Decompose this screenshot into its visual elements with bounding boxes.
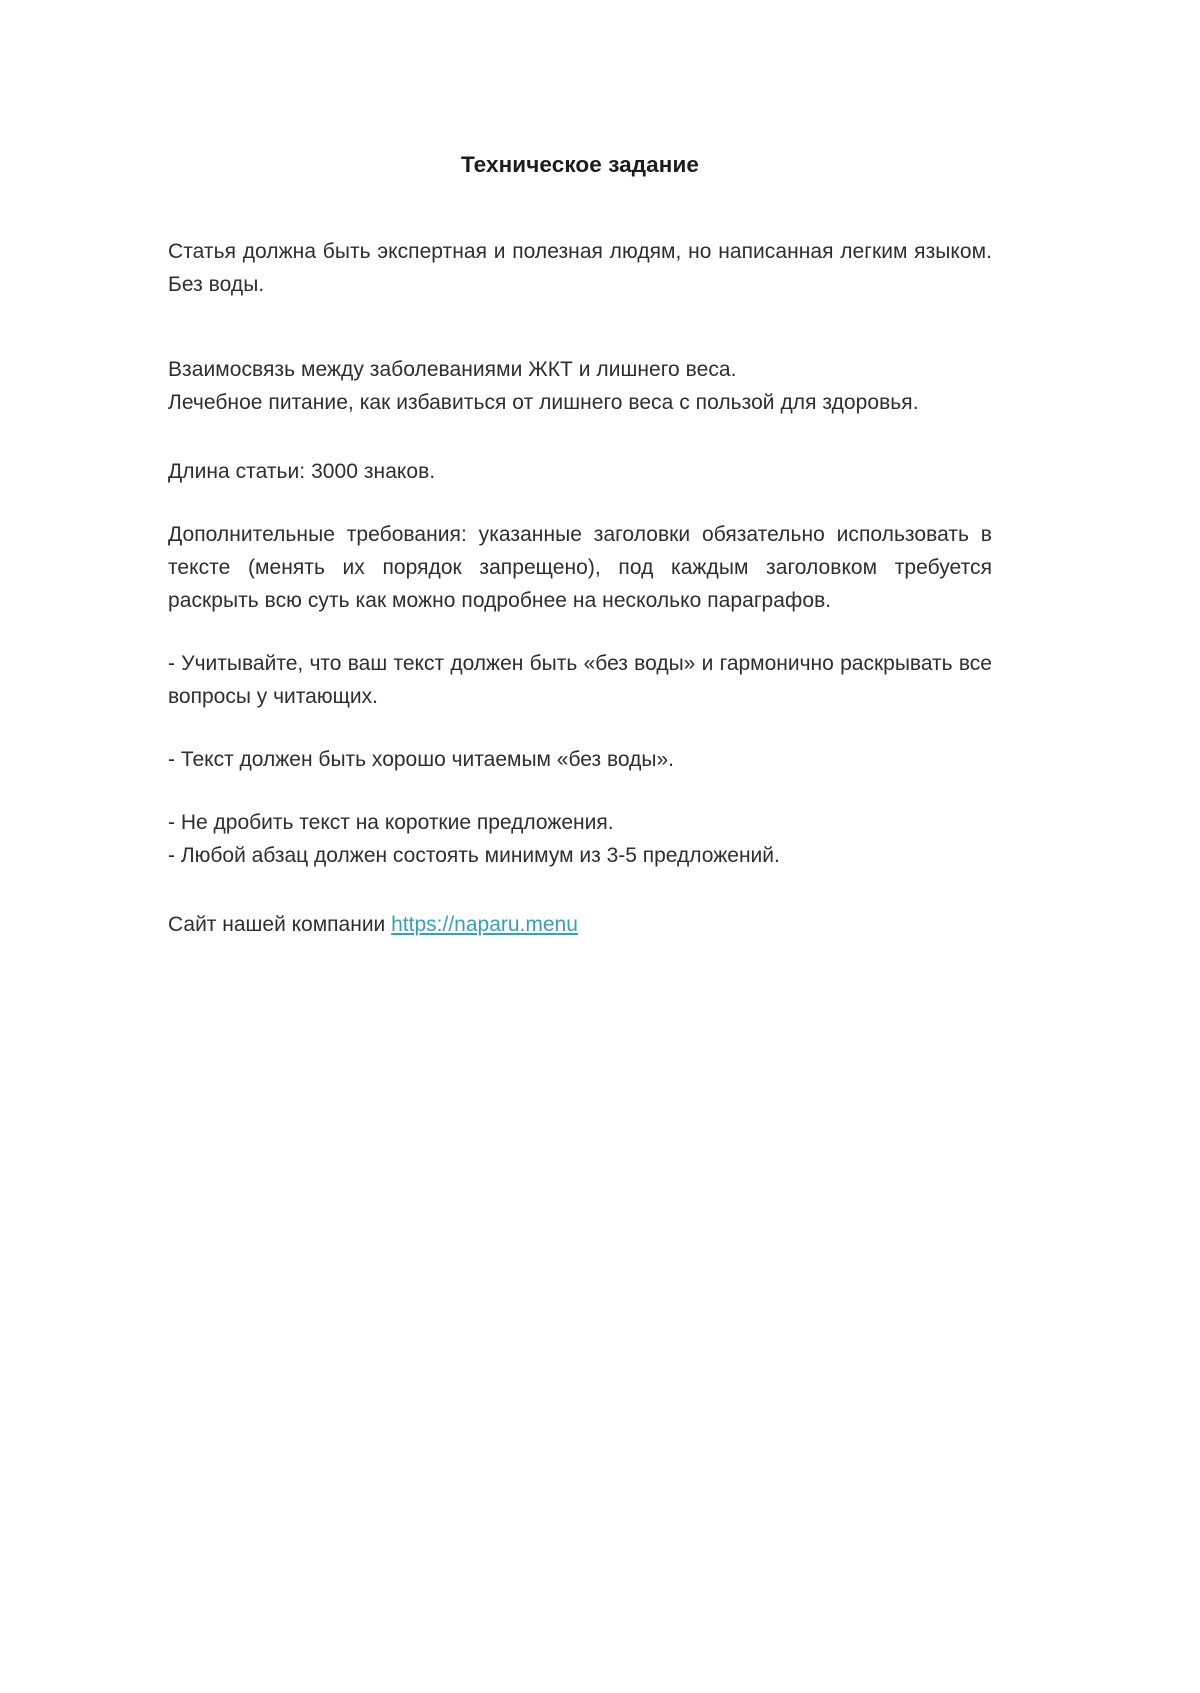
paragraph-intro: Статья должна быть экспертная и полезная людям, но написанная легким языком. Без воды. (168, 240, 992, 297)
page-title: Техническое задание (460, 152, 700, 177)
paragraph-topic-line-1: Взаимосвязь между заболеваниями ЖКТ и лишнего веса. (168, 358, 737, 382)
paragraph-topic-line-2: Лечебное питание, как избавиться от лишнего веса с пользой для здоровья. (168, 391, 919, 415)
spacer (168, 617, 992, 647)
paragraph-company-site (168, 908, 992, 941)
list-item: - Не дробить текст на короткие предложения. (168, 811, 614, 835)
paragraph-additional-requirements: Дополнительные требования: указанные заголовки обязательно использовать в тексте (менять их порядок запрещено), под каждым заголовком требуется раскрыть всю суть как можно подробнее на несколько параграфов. (168, 523, 992, 613)
paragraph-article-length: Длина статьи: 3000 знаков. (168, 460, 436, 484)
list-item: - Учитывайте, что ваш текст должен быть «без воды» и гармонично раскрывать все вопросы у читающих. (168, 652, 992, 709)
company-site-label: Сайт нашей компании (168, 913, 392, 937)
spacer (168, 872, 992, 908)
list-item: - Текст должен быть хорошо читаемым «без воды». (168, 748, 674, 772)
list-item: - Любой абзац должен состоять минимум из 3-5 предложений. (168, 844, 780, 868)
spacer (168, 713, 992, 743)
document-body (168, 150, 992, 941)
spacer (168, 419, 992, 455)
spacer (168, 776, 992, 806)
spacer (168, 301, 992, 353)
company-site-link[interactable]: https://naparu.menu (391, 913, 578, 937)
spacer (168, 488, 992, 518)
